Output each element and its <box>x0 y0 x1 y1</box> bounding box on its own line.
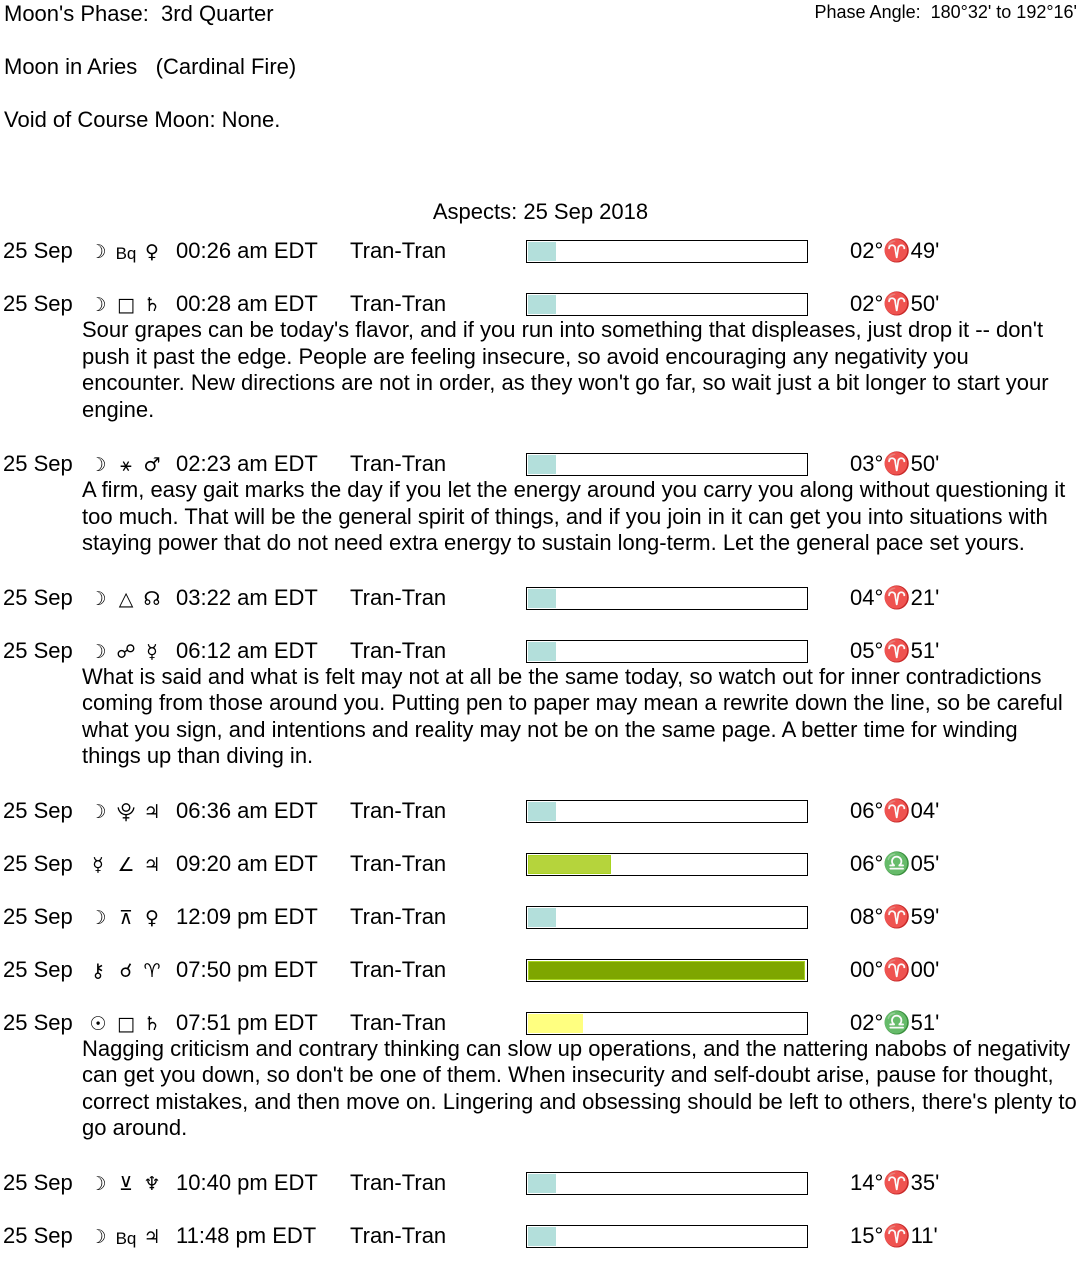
void-of-course-moon: Void of Course Moon: None. <box>4 107 281 132</box>
planet1-glyph-icon: ☽ <box>89 294 107 316</box>
strength-bar <box>526 1012 808 1035</box>
aspect-entry <box>0 1169 1087 1222</box>
aspect-entry <box>0 797 1087 850</box>
planet2-glyph-icon: ♄ <box>143 294 161 316</box>
aspect-glyph-icon: ☍ <box>116 640 136 663</box>
aspect-position: 02°♈49' <box>850 238 940 263</box>
aspect-type: Tran-Tran <box>350 584 447 610</box>
aspect-row <box>0 850 1087 903</box>
aspect-time: 00:28 am EDT <box>176 291 318 316</box>
aspect-type: Tran-Tran <box>350 956 447 982</box>
aspect-description: A firm, easy gait marks the day if you let the energy around you carry you along without questioning it too much. That will be the general spirit of things, and if you join in it can get you into situations with staying power that do not need extra energy to sustain long-term. Let the general pace set yours. <box>82 477 1066 555</box>
planet1-glyph-icon: ☽ <box>89 587 107 610</box>
aspect-glyph-icon: Bq <box>115 1228 137 1248</box>
aspect-entry <box>0 1222 1087 1275</box>
aspect-glyph-icon: □ <box>117 294 135 316</box>
aspect-position: 06°♎05' <box>850 850 940 876</box>
moon-sign: Moon in Aries (Cardinal Fire) <box>4 54 297 79</box>
strength-bar-fill <box>528 1014 583 1033</box>
aspect-time: 12:09 pm EDT <box>176 903 318 929</box>
aspect-time: 09:20 am EDT <box>176 850 318 876</box>
aspect-glyph-icon: ⚹ <box>120 454 132 476</box>
strength-bar-fill <box>528 1174 556 1193</box>
strength-bar-fill <box>528 855 611 874</box>
aspect-date: 25 Sep <box>3 637 73 663</box>
strength-bar-fill <box>528 908 556 927</box>
aspect-glyph-icon: ∠ <box>117 853 135 876</box>
aspect-position: 14°♈35' <box>850 1169 940 1195</box>
aspect-time: 00:26 am EDT <box>176 238 318 263</box>
aspect-date: 25 Sep <box>3 1169 73 1195</box>
strength-bar-fill <box>528 1227 556 1246</box>
aspect-date: 25 Sep <box>3 903 73 929</box>
strength-bar-fill <box>528 295 556 314</box>
aspect-date: 25 Sep <box>3 584 73 610</box>
aspect-position: 08°♈59' <box>850 903 940 929</box>
strength-bar <box>526 640 808 663</box>
aspect-time: 07:51 pm EDT <box>176 1009 318 1035</box>
aspect-type: Tran-Tran <box>350 797 447 823</box>
aspect-entry <box>0 1009 1087 1169</box>
planet2-glyph-icon: ♀ <box>145 241 159 263</box>
aspect-position: 06°♈04' <box>850 797 940 823</box>
phase-angle: Phase Angle: 180°32' to 192°16' <box>814 2 1077 22</box>
aspect-date: 25 Sep <box>3 1222 73 1248</box>
planet2-glyph-icon: ☊ <box>143 587 161 610</box>
aspect-description: Sour grapes can be today's flavor, and if you run into something that displeases, just drop it -- don't push it past the edge. People are feeling insecure, so avoid encouraging any negativity you encounter. New directions are not in order, as they won't go far, so wait just a bit longer to start your engine. <box>82 317 1049 422</box>
planet2-glyph-icon: ♆ <box>143 1172 161 1195</box>
aspect-type: Tran-Tran <box>350 451 447 476</box>
planet2-glyph-icon: ♃ <box>143 853 161 876</box>
strength-bar <box>526 240 808 263</box>
planet1-glyph-icon: ⚷ <box>91 959 105 982</box>
aspect-position: 02°♎51' <box>850 1009 940 1035</box>
planet2-glyph-icon: ♃ <box>143 1225 161 1248</box>
aspect-glyph-icon: □ <box>117 1012 135 1035</box>
aspect-time: 07:50 pm EDT <box>176 956 318 982</box>
aspect-position: 02°♈50' <box>850 291 940 316</box>
aspect-date: 25 Sep <box>3 451 73 476</box>
planet2-glyph-icon: ♀ <box>145 906 159 929</box>
strength-bar <box>526 853 808 876</box>
planet1-glyph-icon: ☽ <box>89 906 107 929</box>
aspect-row <box>0 237 1087 290</box>
planet1-glyph-icon: ☽ <box>89 800 107 823</box>
aspect-glyph-icon: ☌ <box>119 959 133 982</box>
planet1-glyph-icon: ☿ <box>92 853 104 876</box>
aspect-date: 25 Sep <box>3 850 73 876</box>
aspect-glyph-icon: ⊼ <box>119 906 133 929</box>
aspect-entry <box>0 956 1087 1009</box>
planet2-glyph-icon: ♂ <box>143 454 161 476</box>
strength-bar <box>526 587 808 610</box>
planet1-glyph-icon: ☽ <box>89 1172 107 1195</box>
moon-phase: Moon's Phase: 3rd Quarter <box>4 1 274 26</box>
aspect-glyph-icon: △ <box>118 587 134 610</box>
planet1-glyph-icon: ☽ <box>89 1225 107 1248</box>
aspect-type: Tran-Tran <box>350 903 447 929</box>
aspect-type: Tran-Tran <box>350 850 447 876</box>
strength-bar <box>526 1225 808 1248</box>
aspect-description: Nagging criticism and contrary thinking can slow up operations, and the nattering nabobs of negativity can get you down, so don't be one of them. When insecurity and self-doubt arise, pause for thought, correct mistakes, and then move on. Lingering and obsessing should be left to others, there's plenty to go around. <box>82 1035 1077 1140</box>
aspect-entry <box>0 450 1087 584</box>
planet2-glyph-icon: ☿ <box>146 640 158 663</box>
planet1-glyph-icon: ☽ <box>89 241 107 263</box>
aspect-entry <box>0 850 1087 903</box>
aspect-glyph-icon: ⊻ <box>119 1172 133 1195</box>
aspect-entry <box>0 637 1087 797</box>
aspect-type: Tran-Tran <box>350 291 447 316</box>
planet1-glyph-icon: ☽ <box>89 640 107 663</box>
aspect-date: 25 Sep <box>3 797 73 823</box>
aspect-time: 10:40 pm EDT <box>176 1169 318 1195</box>
aspect-time: 06:12 am EDT <box>176 637 318 663</box>
planet2-glyph-icon: ♃ <box>143 800 161 823</box>
strength-bar-fill <box>528 242 556 261</box>
aspect-type: Tran-Tran <box>350 637 447 663</box>
strength-bar <box>526 293 808 316</box>
strength-bar-fill <box>528 961 805 980</box>
aspect-time: 03:22 am EDT <box>176 584 318 610</box>
aspect-entry <box>0 290 1087 450</box>
aspect-list <box>0 237 1087 1275</box>
aspect-position: 03°♈50' <box>850 451 940 476</box>
aspects-title: Aspects: 25 Sep 2018 <box>432 199 649 224</box>
planet2-glyph-icon: ♄ <box>143 1012 161 1035</box>
aspect-date: 25 Sep <box>3 1009 73 1035</box>
aspect-type: Tran-Tran <box>350 1169 447 1195</box>
strength-bar <box>526 906 808 929</box>
strength-bar-fill <box>528 642 556 661</box>
aspect-date: 25 Sep <box>3 956 73 982</box>
strength-bar <box>526 959 808 982</box>
planet1-glyph-icon: ☉ <box>89 1012 107 1035</box>
aspect-entry <box>0 584 1087 637</box>
aspect-row <box>0 903 1087 956</box>
aspect-position: 00°♈00' <box>850 956 940 982</box>
aspect-type: Tran-Tran <box>350 1222 447 1248</box>
planet1-glyph-icon: ☽ <box>89 454 107 476</box>
aspect-time: 11:48 pm EDT <box>176 1222 317 1248</box>
aspect-entry <box>0 237 1087 290</box>
aspect-description: What is said and what is felt may not at all be the same today, so watch out for inner contradictions coming from those around you. Putting pen to paper may mean a rewrite down the line, so be careful what you sign, and intentions and reality may not be on the same page. A better time for winding things up than diving in. <box>82 663 1063 768</box>
aspect-position: 05°♈51' <box>850 637 940 663</box>
strength-bar <box>526 1172 808 1195</box>
strength-bar-fill <box>528 802 556 821</box>
aspect-type: Tran-Tran <box>350 238 447 263</box>
aspect-entry <box>0 903 1087 956</box>
aspect-row <box>0 1222 1087 1275</box>
aspect-time: 06:36 am EDT <box>176 797 318 823</box>
strength-bar-fill <box>528 589 556 608</box>
aspect-row <box>0 1169 1087 1222</box>
planet2-glyph-icon: ♈ <box>143 959 161 982</box>
aspect-position: 15°♈11' <box>850 1222 938 1248</box>
aspect-row <box>0 956 1087 1009</box>
aspect-time: 02:23 am EDT <box>176 451 318 476</box>
aspect-type: Tran-Tran <box>350 1009 447 1035</box>
aspect-glyph-icon: Bq <box>115 244 137 263</box>
strength-bar <box>526 800 808 823</box>
aspect-date: 25 Sep <box>3 291 73 316</box>
aspect-date: 25 Sep <box>3 238 73 263</box>
strength-bar-fill <box>528 455 556 474</box>
aspect-row <box>0 584 1087 637</box>
strength-bar <box>526 453 808 476</box>
aspect-row <box>0 797 1087 850</box>
aspect-glyph-icon: ⯓ <box>116 800 136 823</box>
aspect-position: 04°♈21' <box>850 584 940 610</box>
